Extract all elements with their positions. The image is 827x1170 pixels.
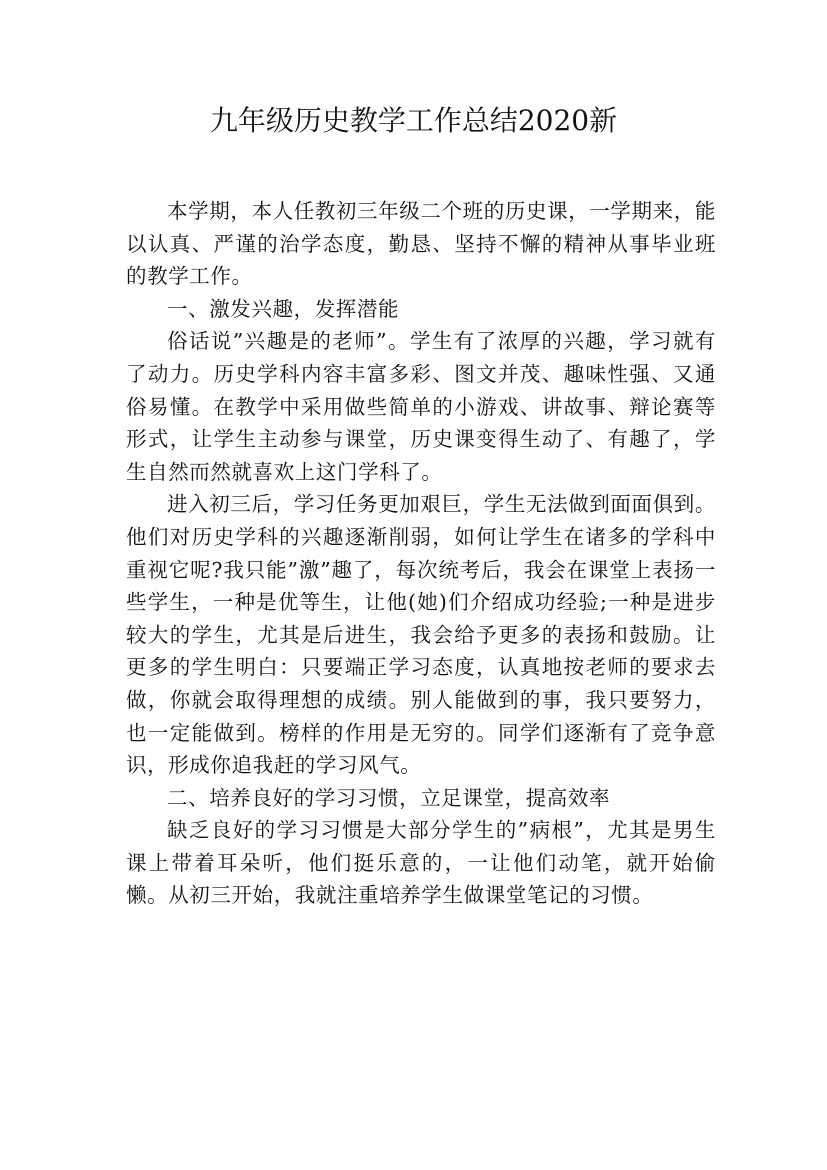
document-body xyxy=(126,195,716,912)
section-heading-1: 一、激发兴趣，发挥潜能 xyxy=(167,296,400,321)
paragraph-grade-three: 进入初三后，学习任务更加艰巨，学生无法做到面面俱到。他们对历史学科的兴趣逐渐削弱，如何让学生在诸多的学科中重视它呢?我只能”激”趣了，每次统考后，我会在课堂上表扬一些学生，一种是优等生，让他(她)们介绍成功经验;一种是进步较大的学生，尤其是后进生，我会给予更多的表扬和鼓励。让更多的学生明白：只要端正学习态度，认真地按老师的要求去做，你就会取得理想的成绩。别人能做到的事，我只要努力，也一定能做到。榜样的作用是无穷的。同学们逐渐有了竞争意识，形成你追我赶的学习风气。 xyxy=(126,492,716,778)
document-title: 九年级历史教学工作总结2020新 xyxy=(209,104,618,137)
paragraph-habits: 缺乏良好的学习习惯是大部分学生的”病根”，尤其是男生课上带着耳朵听，他们挺乐意的，一让他们动笔，就开始偷懒。从初三开始，我就注重培养学生做课堂笔记的习惯。 xyxy=(126,818,716,908)
paragraph-intro: 本学期，本人任教初三年级二个班的历史课，一学期来，能以认真、严谨的治学态度，勤恳、坚持不懈的精神从事毕业班的教学工作。 xyxy=(126,199,716,289)
section-heading-2: 二、培养良好的学习习惯，立足课堂，提高效率 xyxy=(167,785,611,810)
paragraph-interest: 俗话说”兴趣是的老师”。学生有了浓厚的兴趣，学习就有了动力。历史学科内容丰富多彩、图文并茂、趣味性强、又通俗易懂。在教学中采用做些简单的小游戏、讲故事、辩论赛等形式，让学生主动参与课堂，历史课变得生动了、有趣了，学生自然而然就喜欢上这门学科了。 xyxy=(126,329,716,484)
